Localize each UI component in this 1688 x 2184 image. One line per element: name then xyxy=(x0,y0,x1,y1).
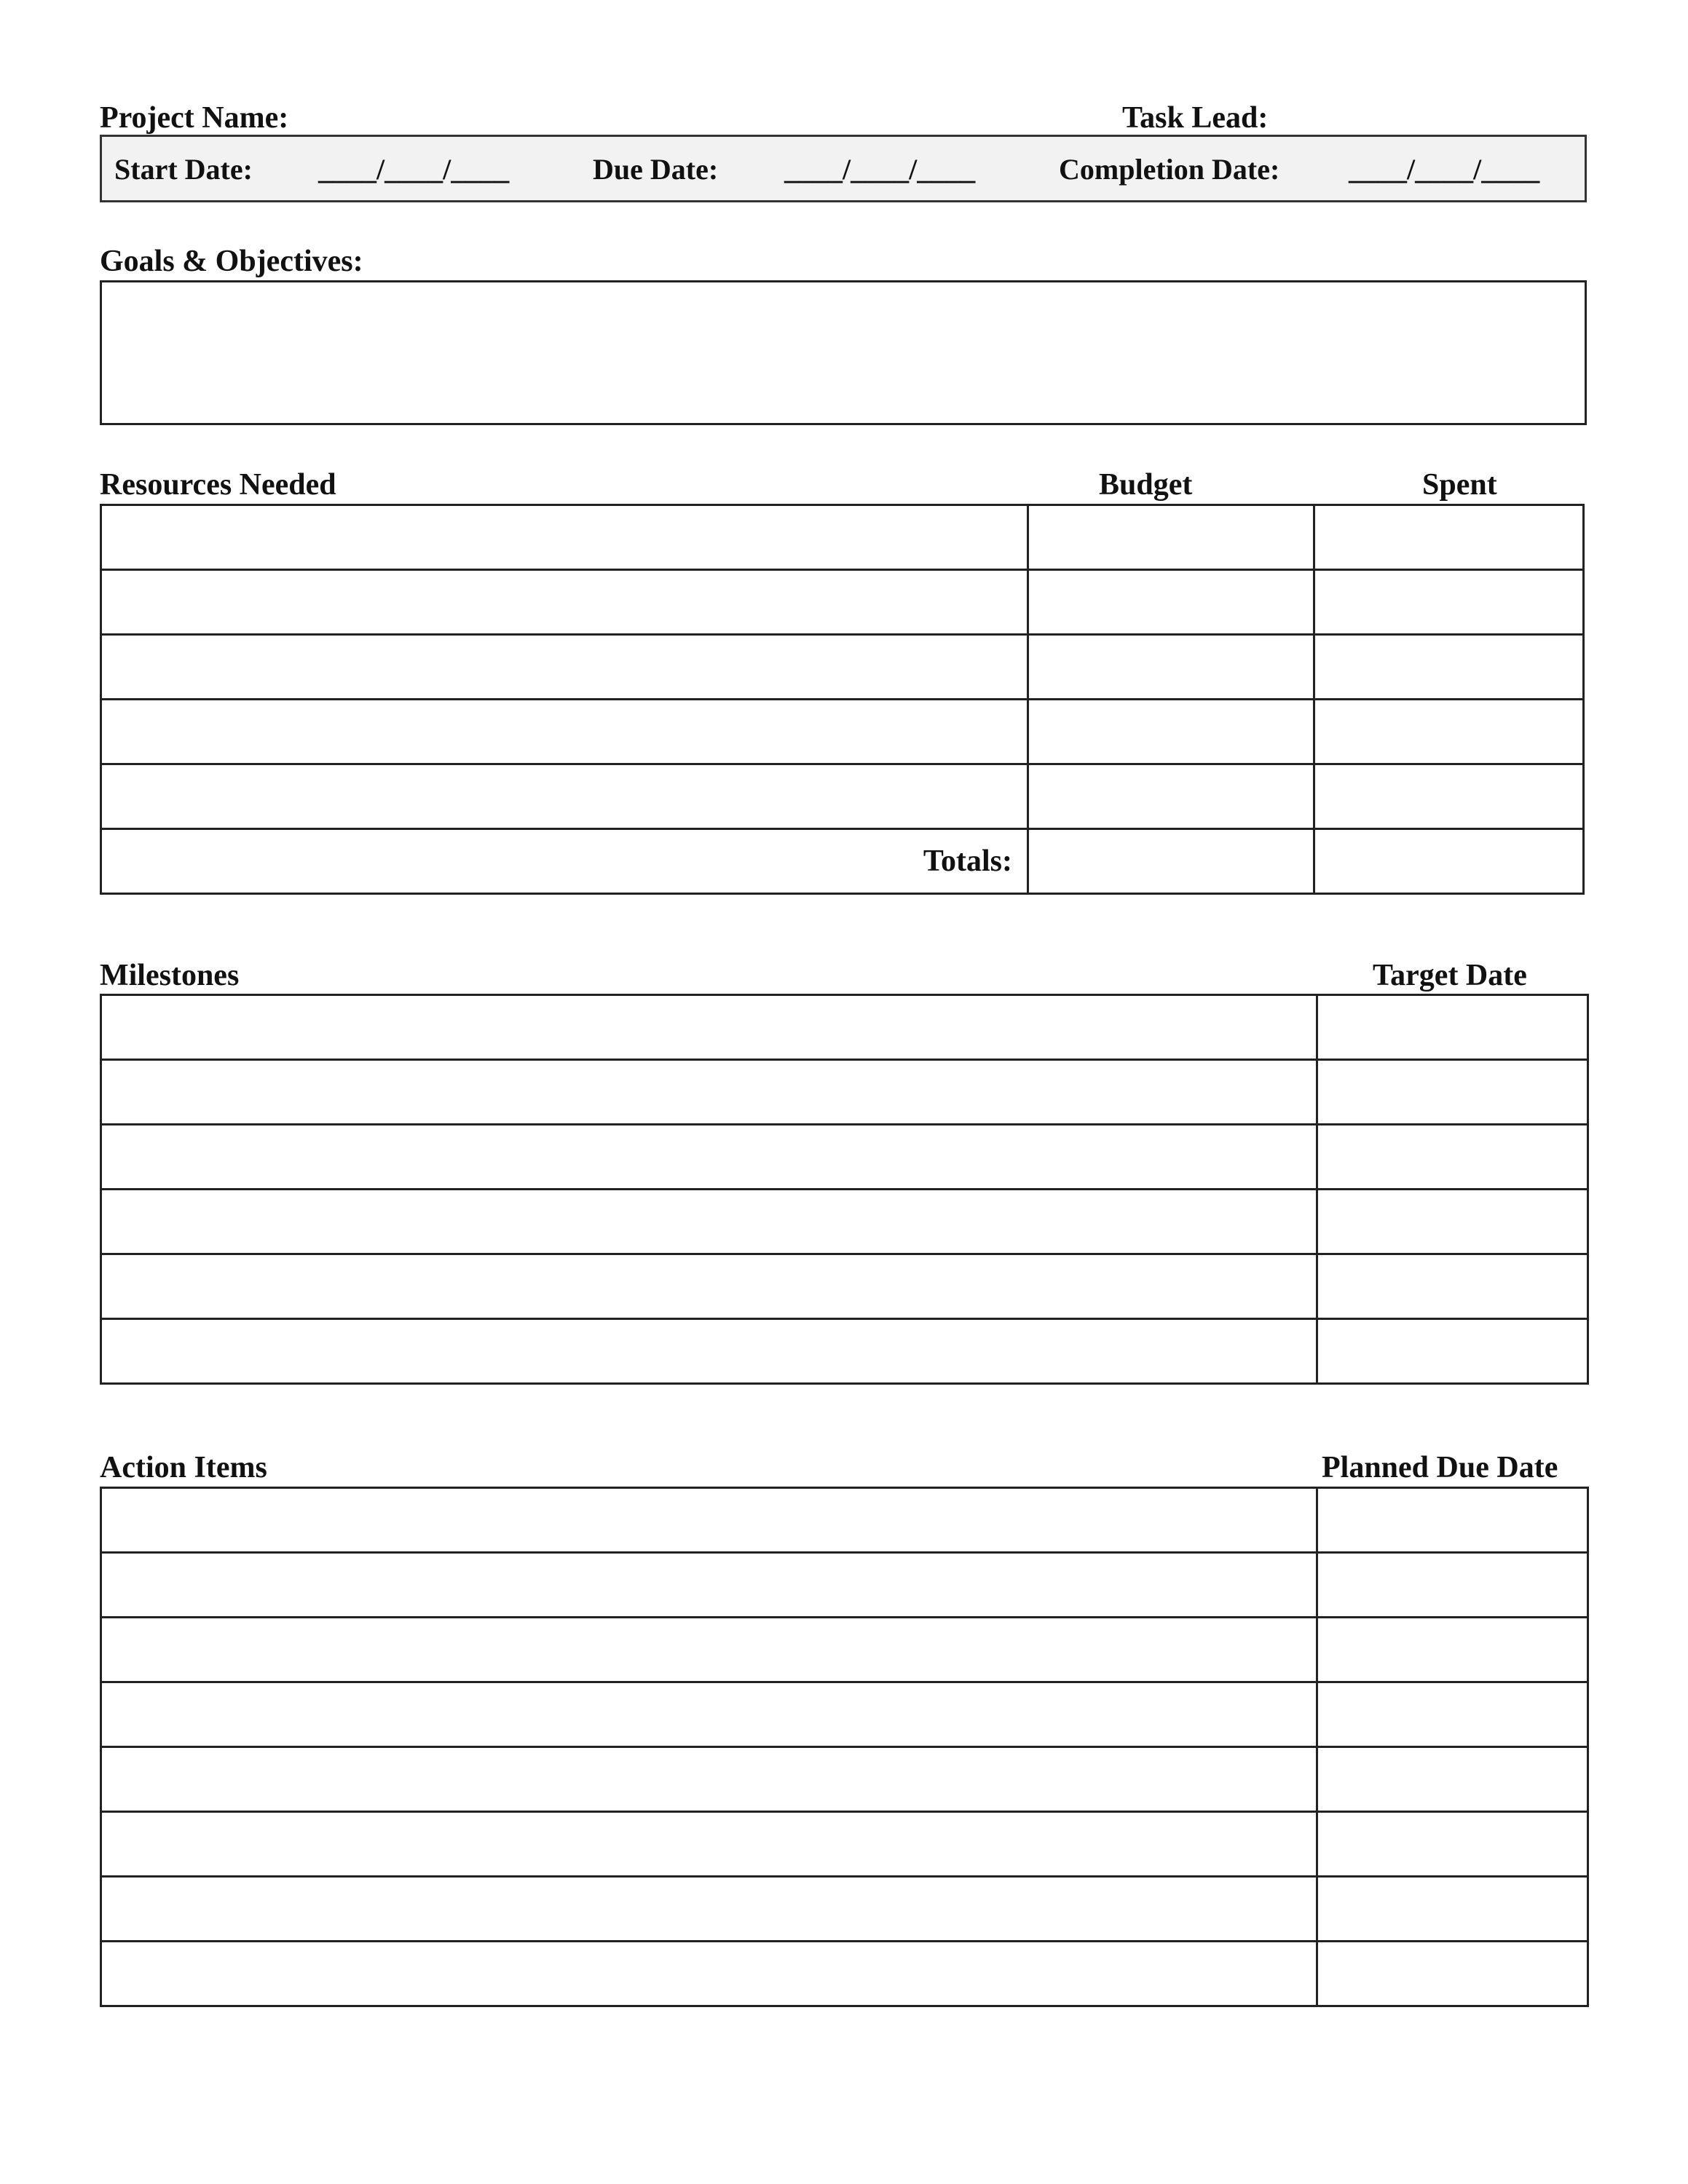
project-name-label: Project Name: xyxy=(100,101,289,135)
target-date-cell[interactable] xyxy=(1317,1319,1588,1384)
goals-objectives-label: Goals & Objectives: xyxy=(100,245,363,278)
table-row xyxy=(101,635,1584,700)
resources-needed-label: Resources Needed xyxy=(100,468,336,502)
budget-cell[interactable] xyxy=(1028,635,1314,700)
resource-cell[interactable] xyxy=(101,635,1028,700)
planned-due-date-cell[interactable] xyxy=(1317,1747,1588,1812)
target-date-cell[interactable] xyxy=(1317,1254,1588,1319)
totals-label: Totals: xyxy=(101,829,1028,894)
action-item-cell[interactable] xyxy=(101,1618,1317,1682)
table-row xyxy=(101,1060,1588,1125)
planned-due-date-label: Planned Due Date xyxy=(1322,1451,1558,1484)
planned-due-date-cell[interactable] xyxy=(1317,1942,1588,2006)
resource-cell[interactable] xyxy=(101,570,1028,635)
totals-row xyxy=(101,829,1584,894)
milestone-cell[interactable] xyxy=(101,1060,1317,1125)
due-date-field[interactable]: ____/____/____ xyxy=(784,153,976,186)
goals-objectives-box[interactable] xyxy=(100,280,1587,425)
completion-date-label: Completion Date: xyxy=(1059,153,1280,186)
budget-label: Budget xyxy=(1099,468,1193,502)
target-date-cell[interactable] xyxy=(1317,1060,1588,1125)
completion-date-field[interactable]: ____/____/____ xyxy=(1349,153,1540,186)
start-date-field[interactable]: ____/____/____ xyxy=(318,153,510,186)
milestones-table xyxy=(100,994,1589,1385)
planned-due-date-cell[interactable] xyxy=(1317,1488,1588,1553)
table-row xyxy=(101,505,1584,570)
planned-due-date-cell[interactable] xyxy=(1317,1812,1588,1877)
table-row xyxy=(101,570,1584,635)
table-row xyxy=(101,1319,1588,1384)
action-item-cell[interactable] xyxy=(101,1747,1317,1812)
budget-cell[interactable] xyxy=(1028,764,1314,829)
spent-cell[interactable] xyxy=(1314,635,1584,700)
budget-cell[interactable] xyxy=(1028,505,1314,570)
spent-cell[interactable] xyxy=(1314,764,1584,829)
spent-label: Spent xyxy=(1422,468,1497,502)
task-lead-label: Task Lead: xyxy=(1122,101,1269,135)
action-item-cell[interactable] xyxy=(101,1553,1317,1618)
target-date-cell[interactable] xyxy=(1317,1190,1588,1254)
milestone-cell[interactable] xyxy=(101,1319,1317,1384)
table-row xyxy=(101,1254,1588,1319)
planned-due-date-cell[interactable] xyxy=(1317,1877,1588,1942)
budget-cell[interactable] xyxy=(1028,570,1314,635)
spent-total-cell[interactable] xyxy=(1314,829,1584,894)
date-bar xyxy=(100,135,1587,202)
spent-cell[interactable] xyxy=(1314,505,1584,570)
table-row xyxy=(101,1747,1588,1812)
resource-cell[interactable] xyxy=(101,764,1028,829)
target-date-cell[interactable] xyxy=(1317,995,1588,1060)
milestones-label: Milestones xyxy=(100,959,240,992)
budget-cell[interactable] xyxy=(1028,700,1314,764)
start-date-label: Start Date: xyxy=(114,153,253,186)
table-row xyxy=(101,1682,1588,1747)
planned-due-date-cell[interactable] xyxy=(1317,1618,1588,1682)
table-row xyxy=(101,1942,1588,2006)
milestone-cell[interactable] xyxy=(101,1125,1317,1190)
target-date-label: Target Date xyxy=(1373,959,1527,992)
milestone-cell[interactable] xyxy=(101,995,1317,1060)
resources-table xyxy=(100,504,1585,895)
spent-cell[interactable] xyxy=(1314,700,1584,764)
due-date-label: Due Date: xyxy=(593,153,719,186)
table-row xyxy=(101,700,1584,764)
target-date-cell[interactable] xyxy=(1317,1125,1588,1190)
table-row xyxy=(101,1125,1588,1190)
table-row xyxy=(101,1812,1588,1877)
spent-cell[interactable] xyxy=(1314,570,1584,635)
table-row xyxy=(101,764,1584,829)
milestone-cell[interactable] xyxy=(101,1190,1317,1254)
action-items-label: Action Items xyxy=(100,1451,267,1484)
action-item-cell[interactable] xyxy=(101,1877,1317,1942)
milestone-cell[interactable] xyxy=(101,1254,1317,1319)
action-item-cell[interactable] xyxy=(101,1942,1317,2006)
table-row xyxy=(101,1190,1588,1254)
table-row xyxy=(101,1553,1588,1618)
budget-total-cell[interactable] xyxy=(1028,829,1314,894)
action-item-cell[interactable] xyxy=(101,1682,1317,1747)
planned-due-date-cell[interactable] xyxy=(1317,1682,1588,1747)
planned-due-date-cell[interactable] xyxy=(1317,1553,1588,1618)
resource-cell[interactable] xyxy=(101,505,1028,570)
table-row xyxy=(101,995,1588,1060)
action-item-cell[interactable] xyxy=(101,1488,1317,1553)
resource-cell[interactable] xyxy=(101,700,1028,764)
action-items-table xyxy=(100,1487,1589,2007)
table-row xyxy=(101,1488,1588,1553)
action-item-cell[interactable] xyxy=(101,1812,1317,1877)
table-row xyxy=(101,1877,1588,1942)
table-row xyxy=(101,1618,1588,1682)
